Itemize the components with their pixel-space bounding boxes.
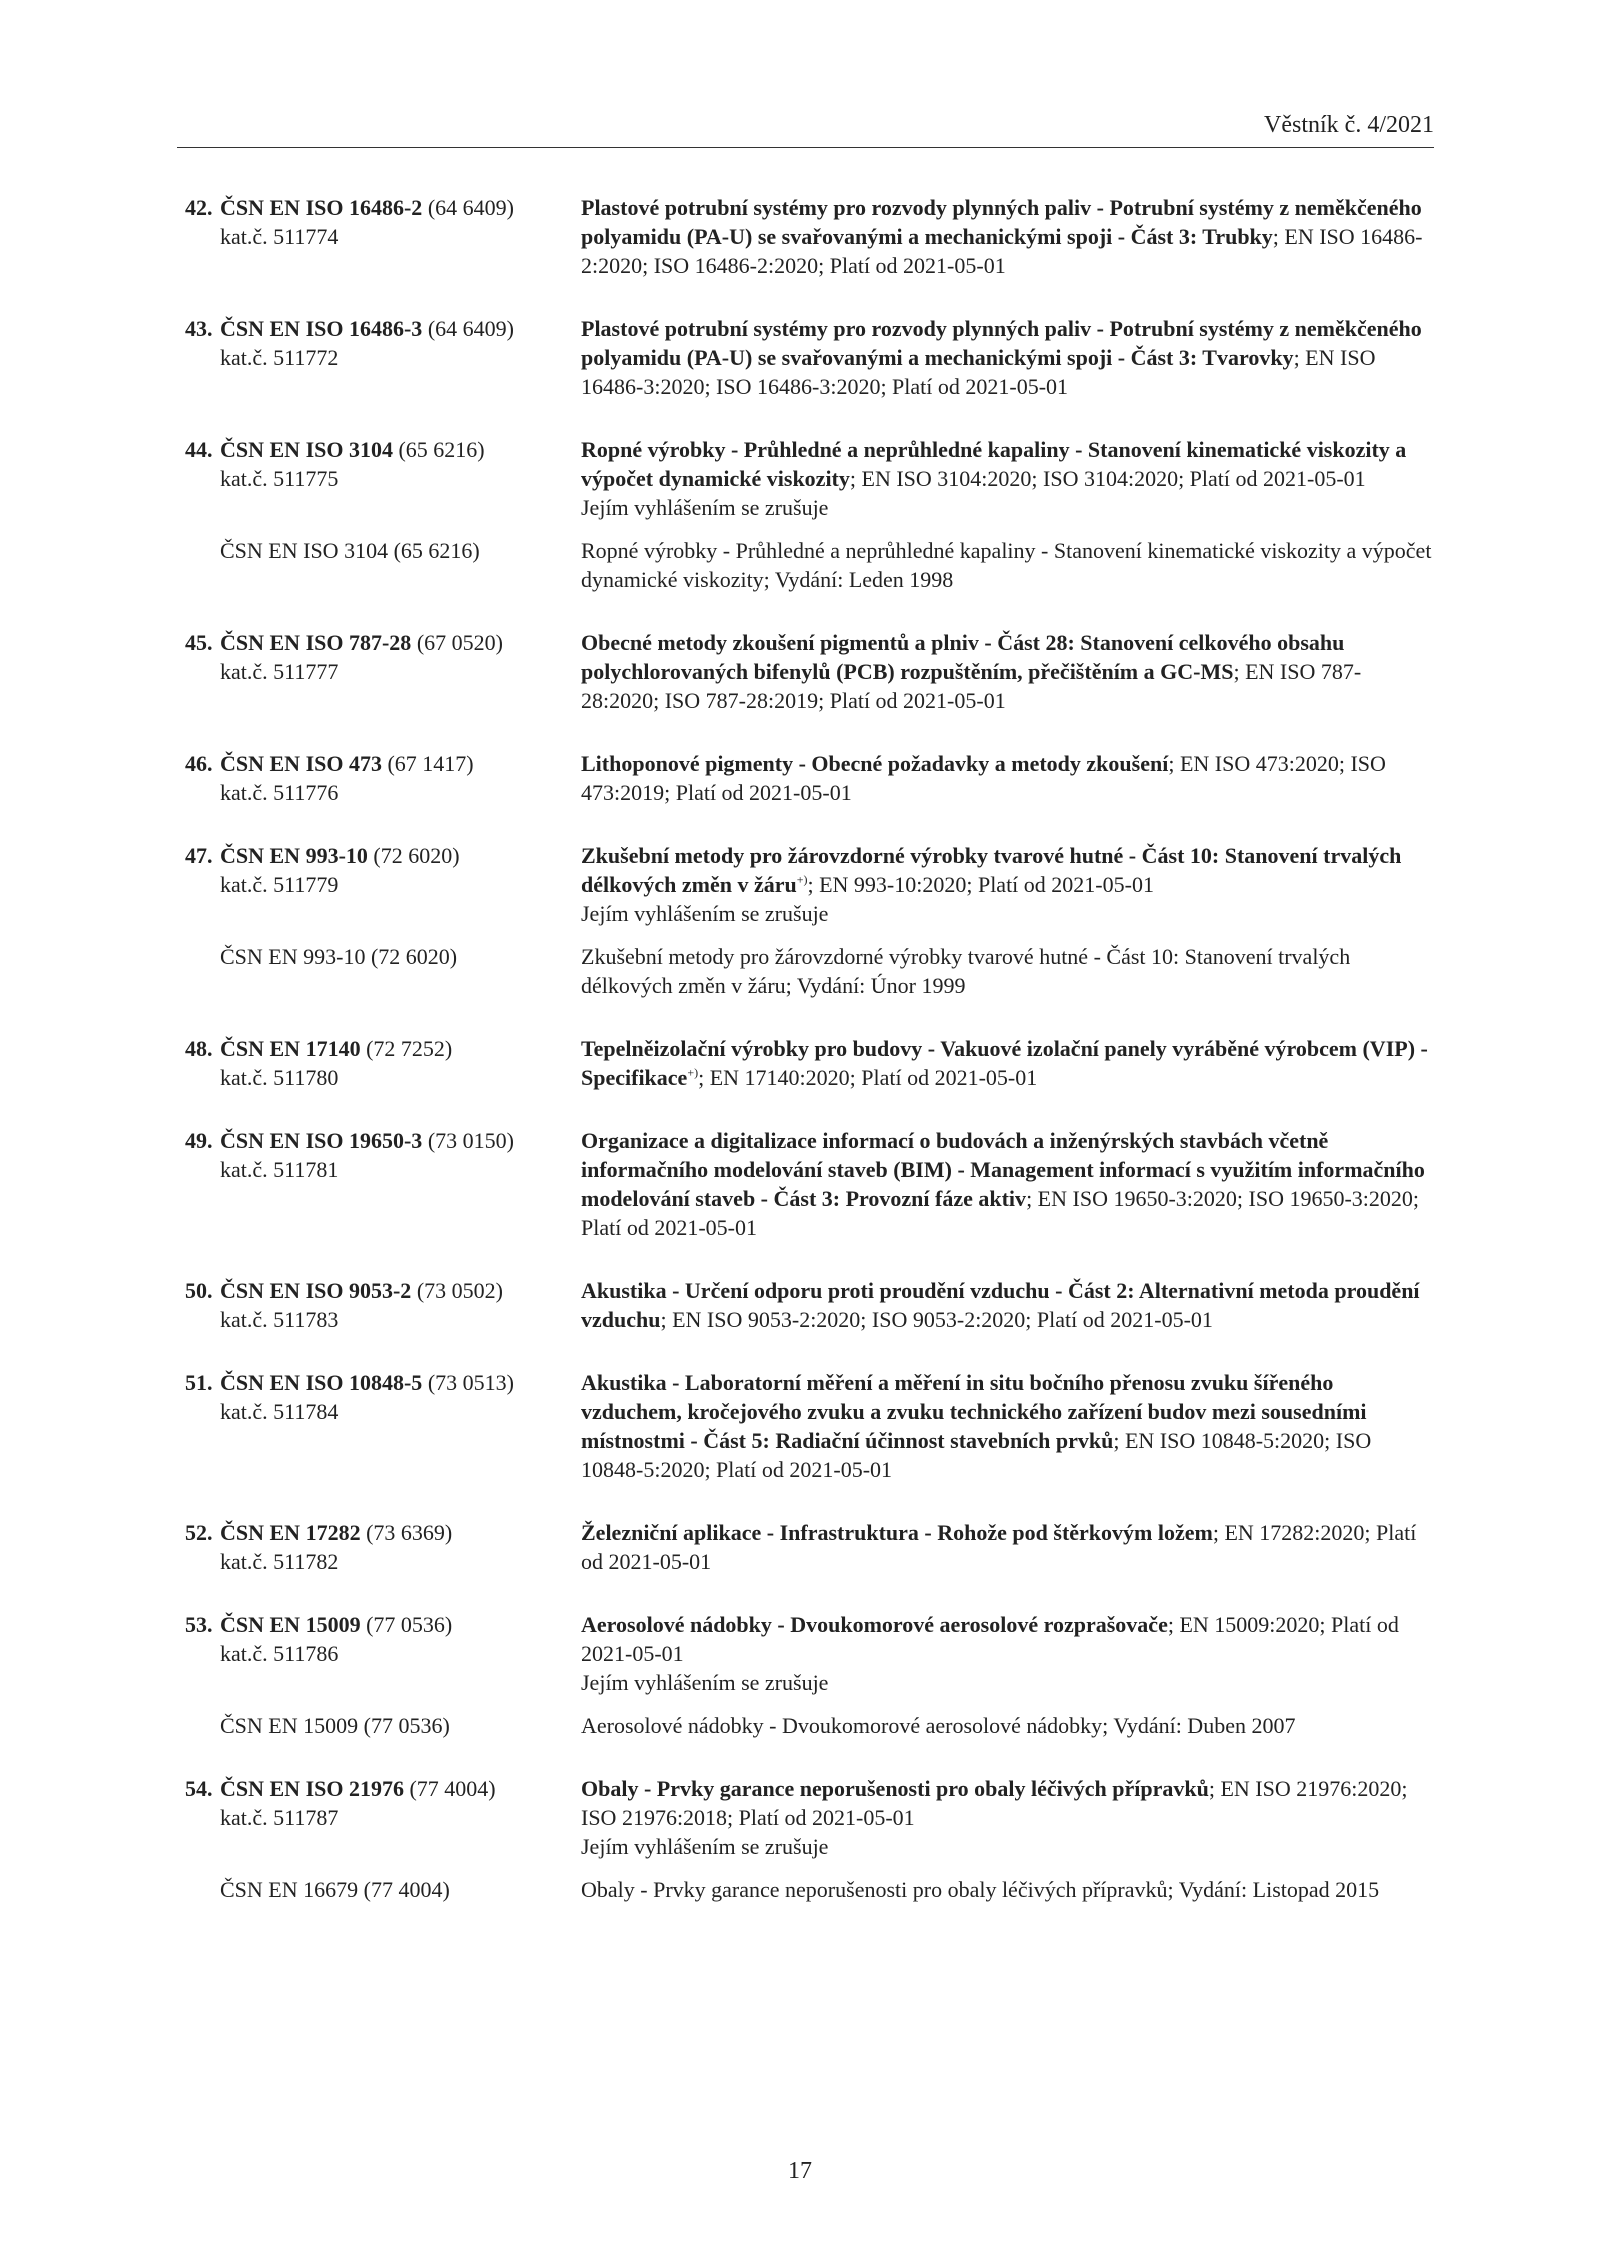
entry-description — [581, 749, 1435, 807]
standard-entry — [185, 1034, 1435, 1092]
entry-identifier — [185, 841, 581, 928]
entry-number: 46. — [185, 751, 213, 776]
standard-code: ČSN EN 993-10 — [220, 843, 368, 868]
page-number: 17 — [788, 2158, 812, 2184]
entry-number: 48. — [185, 1036, 213, 1061]
entry-description — [581, 841, 1435, 928]
entry-main-row — [185, 1368, 1435, 1484]
entry-identifier — [185, 749, 581, 807]
replaced-standard-code: ČSN EN ISO 3104 (65 6216) — [220, 538, 480, 563]
entry-main-row — [185, 1518, 1435, 1576]
classification-code: (67 0520) — [416, 630, 503, 655]
classification-code: (73 0513) — [427, 1370, 514, 1395]
footnote-mark: +) — [687, 1065, 699, 1080]
standard-code: ČSN EN 15009 — [220, 1612, 361, 1637]
catalog-number: kat.č. 511783 — [220, 1307, 339, 1332]
page-header — [177, 108, 1434, 148]
classification-code: (77 0536) — [366, 1612, 453, 1637]
entry-identifier — [185, 628, 581, 715]
entry-identifier — [185, 314, 581, 401]
standard-code: ČSN EN ISO 16486-2 — [220, 195, 423, 220]
standard-code: ČSN EN ISO 473 — [220, 751, 382, 776]
standard-title: Lithoponové pigmenty - Obecné požadavky a metody zkoušení — [581, 751, 1169, 776]
standard-code: ČSN EN ISO 19650-3 — [220, 1128, 423, 1153]
standard-details: ; EN ISO 10848-5:2020; ISO 10848-5:2020; Platí od 2021-05-01 — [581, 1428, 1372, 1482]
catalog-number: kat.č. 511782 — [220, 1549, 339, 1574]
entry-description — [581, 1126, 1435, 1242]
replaced-standard-code: ČSN EN 16679 (77 4004) — [220, 1877, 450, 1902]
standard-details: ; EN ISO 473:2020; ISO 473:2019; Platí od 2021-05-01 — [581, 751, 1386, 805]
standard-code: ČSN EN ISO 3104 — [220, 437, 393, 462]
replaced-standard-code: ČSN EN 993-10 (72 6020) — [220, 944, 458, 969]
catalog-number: kat.č. 511786 — [220, 1641, 339, 1666]
entry-number: 50. — [185, 1278, 213, 1303]
catalog-number: kat.č. 511779 — [220, 872, 339, 897]
entry-number: 45. — [185, 630, 213, 655]
standard-title: Organizace a digitalizace informací o budovách a inženýrských stavbách včetně informačního modelování staveb (BIM) - Management informací s využitím informačního modelování staveb - Část 3: Provozní fáze aktiv — [581, 1128, 1425, 1211]
entry-number: 43. — [185, 316, 213, 341]
entry-main-row — [185, 628, 1435, 715]
standard-entry — [185, 749, 1435, 807]
entry-identifier — [185, 1774, 581, 1861]
standard-title: Železniční aplikace - Infrastruktura - Rohože pod štěrkovým ložem — [581, 1520, 1213, 1545]
standard-entry — [185, 1518, 1435, 1576]
classification-code: (64 6409) — [427, 316, 514, 341]
entry-description — [581, 1276, 1435, 1334]
replaced-standard-title: Obaly - Prvky garance neporušenosti pro obaly léčivých přípravků; Vydání: Listopad 2015 — [581, 1877, 1380, 1902]
standard-title: Tepelněizolační výrobky pro budovy - Vakuové izolační panely vyráběné výrobcem (VIP) - Specifikace — [581, 1036, 1428, 1090]
classification-code: (65 6216) — [398, 437, 485, 462]
entry-description — [581, 1368, 1435, 1484]
entry-main-row — [185, 1276, 1435, 1334]
entry-number: 42. — [185, 195, 213, 220]
standard-code: ČSN EN 17140 — [220, 1036, 361, 1061]
standard-details: ; EN ISO 19650-3:2020; ISO 19650-3:2020; Platí od 2021-05-01 — [581, 1186, 1420, 1240]
replaced-standard-row — [185, 536, 1435, 594]
cancellation-note: Jejím vyhlášením se zrušuje — [581, 901, 829, 926]
catalog-number: kat.č. 511787 — [220, 1805, 339, 1830]
standard-entry — [185, 1774, 1435, 1904]
standard-code: ČSN EN ISO 10848-5 — [220, 1370, 423, 1395]
entry-description — [581, 1034, 1435, 1092]
standard-entry — [185, 841, 1435, 1000]
standard-entry — [185, 314, 1435, 401]
footnote-mark: +) — [796, 872, 808, 887]
catalog-number: kat.č. 511781 — [220, 1157, 339, 1182]
entry-main-row — [185, 193, 1435, 280]
entry-description — [581, 314, 1435, 401]
classification-code: (73 6369) — [366, 1520, 453, 1545]
standard-title: Obaly - Prvky garance neporušenosti pro obaly léčivých přípravků — [581, 1776, 1209, 1801]
entry-description — [581, 1518, 1435, 1576]
catalog-number: kat.č. 511775 — [220, 466, 339, 491]
standard-entry — [185, 193, 1435, 280]
entry-number: 53. — [185, 1612, 213, 1637]
cancellation-note: Jejím vyhlášením se zrušuje — [581, 1670, 829, 1695]
entry-description — [581, 193, 1435, 280]
replaced-standard-row — [185, 1711, 1435, 1740]
cancellation-note: Jejím vyhlášením se zrušuje — [581, 1834, 829, 1859]
entry-number: 51. — [185, 1370, 213, 1395]
classification-code: (72 6020) — [373, 843, 460, 868]
standard-details: ; EN ISO 21976:2020; ISO 21976:2018; Platí od 2021-05-01 — [581, 1776, 1408, 1830]
standard-entry — [185, 1610, 1435, 1740]
standard-entry — [185, 1276, 1435, 1334]
entry-main-row — [185, 1610, 1435, 1697]
entry-description — [581, 1610, 1435, 1697]
entry-main-row — [185, 1774, 1435, 1861]
catalog-number: kat.č. 511784 — [220, 1399, 339, 1424]
standards-list — [185, 193, 1435, 1938]
standard-details: ; EN ISO 9053-2:2020; ISO 9053-2:2020; Platí od 2021-05-01 — [660, 1307, 1213, 1332]
standard-code: ČSN EN 17282 — [220, 1520, 361, 1545]
standard-details: ; EN ISO 3104:2020; ISO 3104:2020; Platí od 2021-05-01 — [849, 466, 1366, 491]
standard-entry — [185, 1126, 1435, 1242]
entry-identifier — [185, 193, 581, 280]
replaced-standard-title: Zkušební metody pro žárovzdorné výrobky tvarové hutné - Část 10: Stanovení trvalých délkových změn v žáru; Vydání: Únor 1999 — [581, 944, 1351, 998]
entry-identifier — [185, 435, 581, 522]
standard-title: Zkušební metody pro žárovzdorné výrobky tvarové hutné - Část 10: Stanovení trvalých délkových změn v žáru — [581, 843, 1402, 897]
catalog-number: kat.č. 511777 — [220, 659, 339, 684]
entry-identifier — [185, 1034, 581, 1092]
standard-entry — [185, 1368, 1435, 1484]
classification-code: (73 0150) — [427, 1128, 514, 1153]
replaced-standard-code: ČSN EN 15009 (77 0536) — [220, 1713, 450, 1738]
standard-title: Plastové potrubní systémy pro rozvody plynných paliv - Potrubní systémy z neměkčeného polyamidu (PA-U) se svařovanými a mechanickými spoji - Část 3: Trubky — [581, 195, 1422, 249]
standard-details: ; EN 15009:2020; Platí od 2021-05-01 — [581, 1612, 1399, 1666]
standard-title: Ropné výrobky - Průhledné a neprůhledné kapaliny - Stanovení kinematické viskozity a výpočet dynamické viskozity — [581, 437, 1407, 491]
standard-title: Obecné metody zkoušení pigmentů a plniv - Část 28: Stanovení celkového obsahu polychlorovaných bifenylů (PCB) rozpuštěním, přečištěním a GC-MS — [581, 630, 1345, 684]
bulletin-title: Věstník č. 4/2021 — [1264, 112, 1434, 138]
entry-main-row — [185, 1034, 1435, 1092]
catalog-number: kat.č. 511772 — [220, 345, 339, 370]
cancellation-note: Jejím vyhlášením se zrušuje — [581, 495, 829, 520]
entry-number: 52. — [185, 1520, 213, 1545]
catalog-number: kat.č. 511780 — [220, 1065, 339, 1090]
standard-details: ; EN ISO 787-28:2020; ISO 787-28:2019; Platí od 2021-05-01 — [581, 659, 1362, 713]
entry-description — [581, 1774, 1435, 1861]
standard-details: ; EN 993-10:2020; Platí od 2021-05-01 — [807, 872, 1154, 897]
entry-identifier — [185, 1518, 581, 1576]
replaced-standard-row — [185, 1875, 1435, 1904]
standard-title: Akustika - Laboratorní měření a měření in situ bočního přenosu zvuku šířeného vzduchem, kročejového zvuku a zvuku technického zařízení budov mezi sousedními místnostmi - Část 5: Radiační účinnost stavebních prvků — [581, 1370, 1367, 1453]
standard-title: Aerosolové nádobky - Dvoukomorové aerosolové rozprašovače — [581, 1612, 1168, 1637]
replaced-standard-title: Ropné výrobky - Průhledné a neprůhledné kapaliny - Stanovení kinematické viskozity a výpočet dynamické viskozity; Vydání: Leden 1998 — [581, 538, 1432, 592]
entry-description — [581, 628, 1435, 715]
entry-identifier — [185, 1276, 581, 1334]
standard-entry — [185, 628, 1435, 715]
standard-details: ; EN ISO 16486-2:2020; ISO 16486-2:2020; Platí od 2021-05-01 — [581, 224, 1423, 278]
standard-code: ČSN EN ISO 787-28 — [220, 630, 412, 655]
entry-identifier — [185, 1126, 581, 1242]
entry-identifier — [185, 1368, 581, 1484]
classification-code: (72 7252) — [366, 1036, 453, 1061]
entry-identifier — [185, 1610, 581, 1697]
classification-code: (73 0502) — [416, 1278, 503, 1303]
catalog-number: kat.č. 511776 — [220, 780, 339, 805]
entry-description — [581, 435, 1435, 522]
catalog-number: kat.č. 511774 — [220, 224, 339, 249]
entry-number: 44. — [185, 437, 213, 462]
entry-number: 49. — [185, 1128, 213, 1153]
entry-main-row — [185, 749, 1435, 807]
entry-number: 54. — [185, 1776, 213, 1801]
standard-code: ČSN EN ISO 21976 — [220, 1776, 404, 1801]
classification-code: (67 1417) — [387, 751, 474, 776]
entry-main-row — [185, 1126, 1435, 1242]
entry-number: 47. — [185, 843, 213, 868]
standard-title: Plastové potrubní systémy pro rozvody plynných paliv - Potrubní systémy z neměkčeného polyamidu (PA-U) se svařovanými a mechanickými spoji - Část 3: Tvarovky — [581, 316, 1422, 370]
entry-main-row — [185, 841, 1435, 928]
standard-code: ČSN EN ISO 9053-2 — [220, 1278, 412, 1303]
classification-code: (64 6409) — [427, 195, 514, 220]
standard-details: ; EN 17282:2020; Platí od 2021-05-01 — [581, 1520, 1417, 1574]
standard-details: ; EN ISO 16486-3:2020; ISO 16486-3:2020; Platí od 2021-05-01 — [581, 345, 1376, 399]
replaced-standard-title: Aerosolové nádobky - Dvoukomorové aerosolové nádobky; Vydání: Duben 2007 — [581, 1713, 1296, 1738]
standard-code: ČSN EN ISO 16486-3 — [220, 316, 423, 341]
entry-main-row — [185, 314, 1435, 401]
classification-code: (77 4004) — [409, 1776, 496, 1801]
standard-entry — [185, 435, 1435, 594]
entry-main-row — [185, 435, 1435, 522]
standard-title: Akustika - Určení odporu proti proudění vzduchu - Část 2: Alternativní metoda proudění vzduchu — [581, 1278, 1420, 1332]
standard-details: ; EN 17140:2020; Platí od 2021-05-01 — [698, 1065, 1038, 1090]
replaced-standard-row — [185, 942, 1435, 1000]
